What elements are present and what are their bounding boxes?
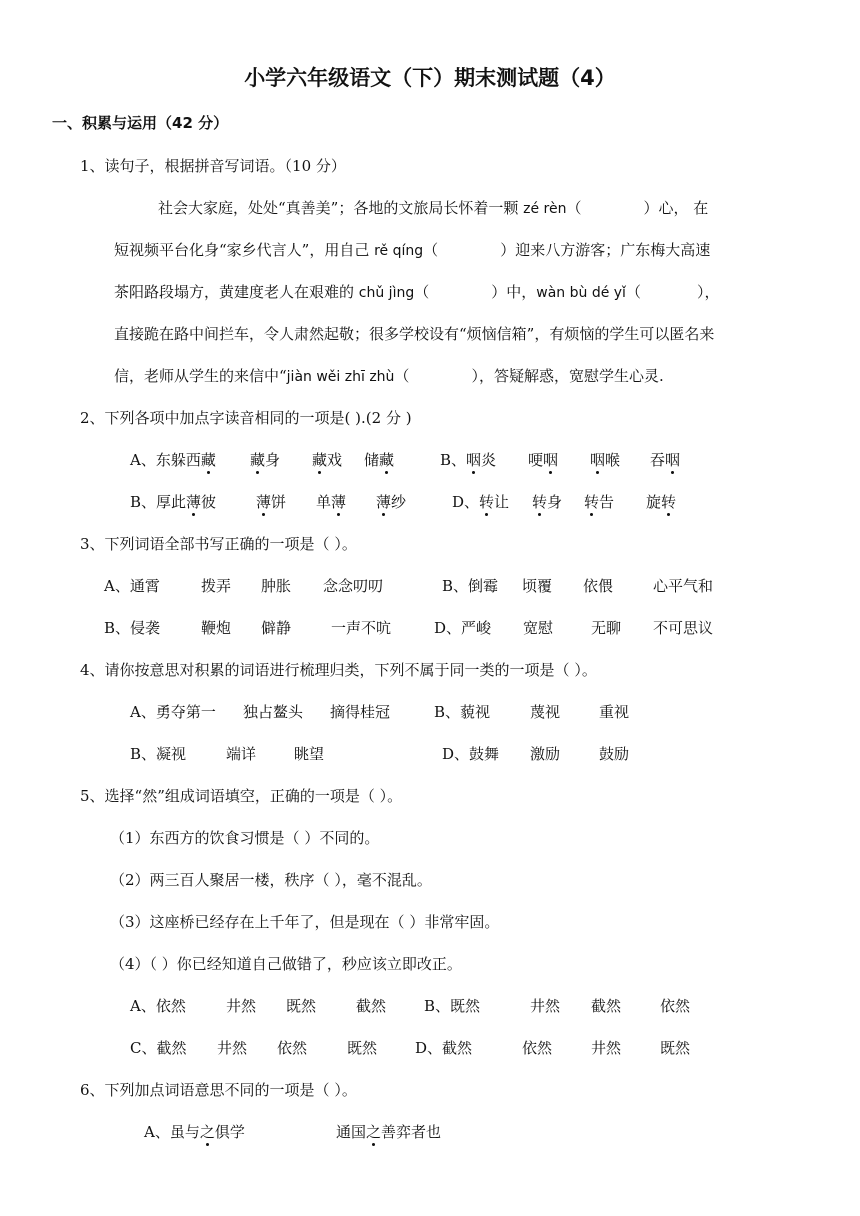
question-6-stem: 6、下列加点词语意思不同的一项是（ ）。 — [80, 1081, 357, 1099]
q3-option-a: A、通霄 — [104, 577, 160, 595]
q3-word: 顷覆 — [522, 577, 553, 595]
q3-word: 鞭炮 — [201, 619, 232, 637]
pinyin-zeren: zé rèn — [523, 201, 567, 217]
q5-sentence-4: （4）（ ）你已经知道自己做错了，秒应该立即改正。 — [110, 955, 462, 973]
q3-word: 无聊 — [591, 619, 622, 637]
q4-word: 重视 — [599, 703, 630, 721]
question-1-stem: 1、读句子，根据拼音写词语。（10 分） — [80, 157, 346, 175]
q5-option-d: D、截然 — [415, 1039, 473, 1057]
q4-word: 摘得桂冠 — [330, 703, 391, 721]
q2-word: 储藏 — [364, 451, 395, 469]
q5-option-a: A、依然 — [130, 997, 186, 1015]
q4-option-a: A、勇夺第一 — [130, 703, 216, 721]
q6-option-b-text: 通国之善弈者也 — [336, 1123, 442, 1141]
q5-word: 井然 — [226, 997, 257, 1015]
q4-word: 独占鳌头 — [243, 703, 304, 721]
q5-sentence-3: （3）这座桥已经存在上千年了，但是现在（ ）非常牢固。 — [110, 913, 500, 931]
q2-word: 转身 — [532, 493, 563, 511]
q3-word: 拨弄 — [201, 577, 232, 595]
q2-word: 哽咽 — [528, 451, 559, 469]
q3-word: 僻静 — [261, 619, 292, 637]
q3-word: 一声不吭 — [331, 619, 392, 637]
q2-option-b: B、咽炎 — [440, 451, 497, 469]
q5-option-c: C、截然 — [130, 1039, 187, 1057]
q3-word: 宽慰 — [523, 619, 554, 637]
q2-option-d: D、转让 — [452, 493, 510, 511]
q5-sentence-1: （1）东西方的饮食习惯是（ ）不同的。 — [110, 829, 380, 847]
q5-sentence-2: （2）两三百人聚居一楼，秩序（ ），毫不混乱。 — [110, 871, 432, 889]
pinyin-wanbudeyi: wàn bù dé yǐ — [536, 285, 626, 301]
q3-word: 不可思议 — [653, 619, 714, 637]
question-5-stem: 5、选择“然”组成词语填空，正确的一项是（ ）。 — [80, 787, 403, 805]
q4-word: 眺望 — [294, 745, 325, 763]
q5-option-b: B、既然 — [424, 997, 481, 1015]
q2-word: 旋转 — [646, 493, 677, 511]
section-heading: 一、积累与运用（42 分） — [52, 114, 229, 132]
q5-word: 既然 — [347, 1039, 378, 1057]
q2-word: 藏戏 — [312, 451, 343, 469]
q6-option-a: A、虽与之俱学 — [144, 1123, 245, 1141]
pinyin-chujing: chǔ jìng — [358, 285, 415, 301]
q5-word: 截然 — [591, 997, 622, 1015]
q5-word: 依然 — [522, 1039, 553, 1057]
q3-word: 念念叨叨 — [323, 577, 384, 595]
q4-word: 激励 — [530, 745, 561, 763]
q2-word: 藏身 — [250, 451, 281, 469]
q5-word: 既然 — [660, 1039, 691, 1057]
q5-word: 既然 — [286, 997, 317, 1015]
q5-word: 依然 — [660, 997, 691, 1015]
pinyin-jianweizhizhu: jiàn wěi zhī zhù — [286, 369, 395, 385]
q5-word: 井然 — [530, 997, 561, 1015]
page-title: 小学六年级语文（下）期末测试题（4） — [244, 66, 616, 90]
q2-option-c: B、厚此薄彼 — [130, 493, 217, 511]
question-3-stem: 3、下列词语全部书写正确的一项是（ ）。 — [80, 535, 357, 553]
q5-word: 截然 — [356, 997, 387, 1015]
q2-word: 薄饼 — [256, 493, 287, 511]
q4-option-b: B、藐视 — [434, 703, 491, 721]
q3-word: 依偎 — [583, 577, 614, 595]
q4-option-c: B、凝视 — [130, 745, 187, 763]
q4-word: 蔑视 — [530, 703, 561, 721]
q2-word: 薄纱 — [376, 493, 407, 511]
q3-option-d: D、严峻 — [434, 619, 492, 637]
q5-word: 井然 — [217, 1039, 248, 1057]
q2-word: 吞咽 — [650, 451, 681, 469]
q4-word: 端详 — [226, 745, 257, 763]
q2-option-a: A、东躲西藏 — [130, 451, 216, 469]
q5-word: 井然 — [591, 1039, 622, 1057]
q5-word: 依然 — [277, 1039, 308, 1057]
q3-option-b: B、倒霉 — [442, 577, 499, 595]
q4-option-d: D、鼓舞 — [442, 745, 500, 763]
q2-word: 单薄 — [316, 493, 347, 511]
q3-word: 肿胀 — [261, 577, 292, 595]
q1-line-4: 直接跪在路中间拦车，令人肃然起敬；很多学校设有“烦恼信箱”，有烦恼的学生可以匿名来 — [114, 325, 715, 343]
q1-line-1: 社会大家庭，处处“真善美”；各地的文旅局长怀着一颗 zé rèn（ ）心， 在 — [158, 199, 709, 217]
q3-word: 心平气和 — [653, 577, 714, 595]
q2-word: 转告 — [584, 493, 615, 511]
question-2-stem: 2、下列各项中加点字读音相同的一项是( ).(2 分 ) — [80, 409, 412, 427]
q1-line-5: 信，老师从学生的来信中“jiàn wěi zhī zhù（ ），答疑解惑，宽慰学生心灵. — [114, 367, 664, 385]
q4-word: 鼓励 — [599, 745, 630, 763]
pinyin-reqing: rě qíng — [374, 243, 424, 259]
question-4-stem: 4、请你按意思对积累的词语进行梳理归类，下列不属于同一类的一项是（ ）。 — [80, 661, 597, 679]
q1-line-3: 茶阳路段塌方，黄建度老人在艰难的 chǔ jìng（ ）中，wàn bù dé yǐ（ ）， — [114, 283, 720, 301]
q3-option-c: B、侵袭 — [104, 619, 161, 637]
q2-word: 咽喉 — [590, 451, 621, 469]
q1-line-2: 短视频平台化身“家乡代言人”，用自己 rě qíng（ ）迎来八方游客；广东梅大高速 — [114, 241, 711, 259]
